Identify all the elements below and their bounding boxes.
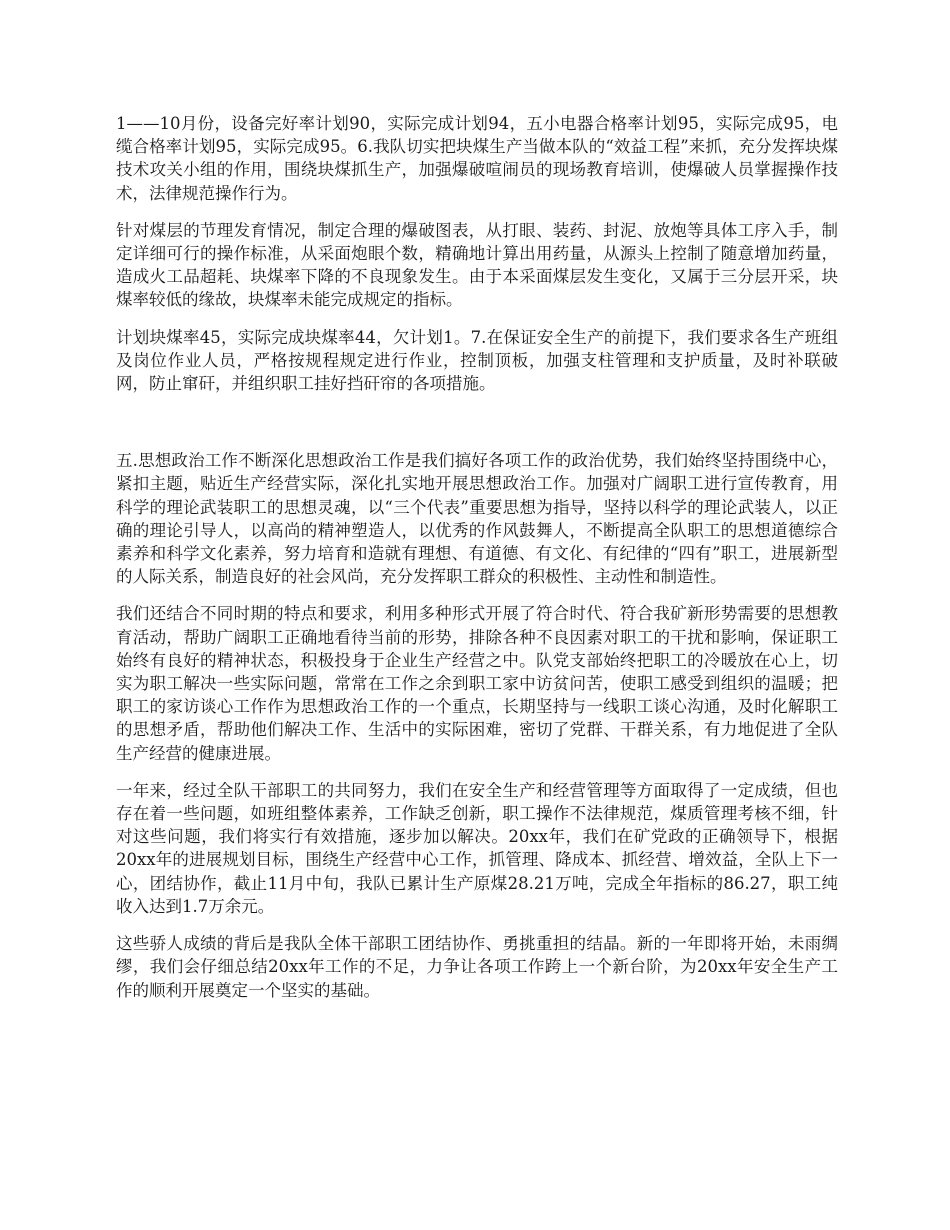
paragraph-annual-results: 一年来，经过全队干部职工的共同努力，我们在安全生产和经营管理等方面取得了一定成绩，但也存在着一些问题，如班组整体素养，工作缺乏创新，职工操作不法律规范，煤质管理考核不细，针对这些问题，我们将实行有效措施，逐步加以解决。20xx年，我们在矿党政的正确领导下，根据20xx年的进展规划目标，围绕生产经营中心工作，抓管理、降成本、抓经营、增效益，全队上下一心，团结协作，截止11月中旬，我队已累计生产原煤28.21万吨，完成全年指标的86.27，职工纯收入达到1.7万余元。 — [116, 780, 838, 916]
section-gap — [116, 409, 838, 449]
paragraph-block-coal-rate: 计划块煤率45，实际完成块煤率44，欠计划1。7.在保证安全生产的前提下，我们要求各生产班组及岗位作业人员，严格按规程规定进行作业，控制顶板，加强支柱管理和支护质量，及时补联破网，防止窜矸，并组织职工挂好挡矸帘的各项措施。 — [116, 327, 838, 394]
paragraph-political-work: 五.思想政治工作不断深化思想政治工作是我们搞好各项工作的政治优势，我们始终坚持围绕中心，紧扣主题，贴近生产经营实际，深化扎实地开展思想政治工作。加强对广阔职工进行宣传教育，用科学的理论武装职工的思想灵魂，以“三个代表”重要思想为指导，坚持以科学的理论武装人，以正确的理论引导人，以高尚的精神塑造人，以优秀的作风鼓舞人，不断提高全队职工的思想道德综合素养和科学文化素养，努力培育和造就有理想、有道德、有文化、有纪律的“四有”职工，进展新型的人际关系，制造良好的社会风尚，充分发挥职工群众的积极性、主动性和制造性。 — [116, 451, 838, 587]
paragraph-blasting-standards: 针对煤层的节理发育情况，制定合理的爆破图表，从打眼、装药、封泥、放炮等具体工序入手，制定详细可行的操作标准，从采面炮眼个数，精确地计算出用药量，从源头上控制了随意增加药量，造成火工品超耗、块煤率下降的不良现象发生。由于本采面煤层发生变化，又属于三分层开采，块煤率较低的缘故，块煤率未能完成规定的指标。 — [116, 220, 838, 310]
paragraph-outlook: 这些骄人成绩的背后是我队全体干部职工团结协作、勇挑重担的结晶。新的一年即将开始，未雨绸缪，我们会仔细总结20xx年工作的不足，力争让各项工作跨上一个新台阶，为20xx年安全生产工作的顺利开展奠定一个坚实的基础。 — [116, 934, 838, 1000]
paragraph-education-activities: 我们还结合不同时期的特点和要求，利用多种形式开展了符合时代、符合我矿新形势需要的思想教育活动，帮助广阔职工正确地看待当前的形势，排除各种不良因素对职工的干扰和影响，保证职工始终有良好的精神状态，积极投身于企业生产经营之中。队党支部始终把职工的冷暖放在心上，切实为职工解决一些实际问题，常常在工作之余到职工家中访贫问苦，使职工感受到组织的温暖；把职工的家访谈心工作作为思想政治工作的一个重点，长期坚持与一线职工谈心沟通，及时化解职工的思想矛盾，帮助他们解决工作、生活中的实际困难，密切了党群、干群关系，有力地促进了全队生产经营的健康进展。 — [116, 604, 838, 763]
document-body — [116, 112, 838, 1016]
paragraph-equipment-rates: 1——10月份，设备完好率计划90，实际完成计划94，五小电器合格率计划95，实际完成95，电缆合格率计划95，实际完成95。6.我队切实把块煤生产当做本队的“效益工程”来抓，充分发挥块煤技术攻关小组的作用，围绕块煤抓生产，加强爆破喧闹员的现场教育培训，使爆破人员掌握操作技术，法律规范操作行为。 — [116, 114, 838, 203]
